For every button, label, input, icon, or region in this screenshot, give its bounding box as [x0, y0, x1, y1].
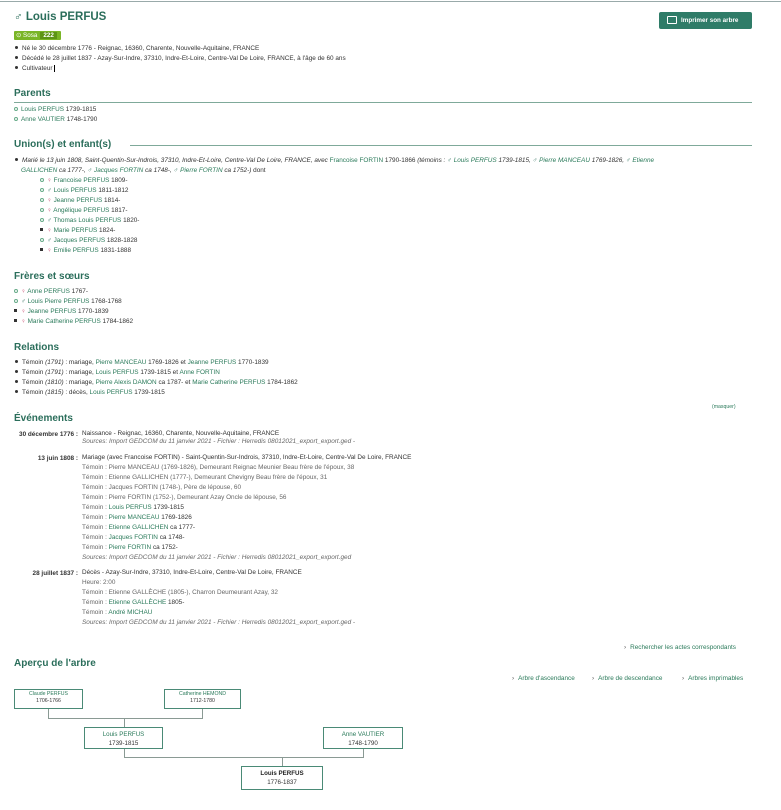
event-witness-link: Témoin : André MICHAU: [82, 609, 153, 616]
person-name: Louis PERFUS: [25, 11, 107, 23]
event-source: Sources: Import GEDCOM du 11 janvier 2021 - Fichier : Herredis 08012021_export_export.ged -: [82, 438, 356, 445]
page-title: [14, 11, 106, 23]
relation-link[interactable]: Pierre Alexis DAMON: [95, 379, 157, 386]
node-name: Claude PERFUS: [29, 691, 68, 697]
section-title-events: Événements: [14, 413, 73, 424]
event-witness-link: Témoin : Jacques FORTIN ca 1748-: [82, 534, 185, 541]
section-title-unions: Union(s) et enfant(s): [14, 139, 112, 150]
event-witness: Témoin : Jacques FORTIN (1748-), Père de lépouse, 60: [82, 484, 242, 491]
child-item[interactable]: ♀ Marie PERFUS 1824-: [40, 226, 115, 235]
event-date: 13 juin 1808 :: [37, 455, 78, 462]
node-name: Catherine HEMOND: [179, 691, 226, 697]
child-item[interactable]: ♂ Louis PERFUS 1811-1812: [40, 186, 128, 195]
event-hour: Heure: 2:00: [82, 579, 116, 586]
parent-item[interactable]: Louis PERFUS 1739-1815: [14, 105, 96, 114]
section-divider: [130, 145, 752, 146]
top-divider: [0, 1, 781, 2]
search-acts-link[interactable]: › Rechercher les actes correspondants: [624, 644, 736, 651]
print-tree-button[interactable]: [659, 12, 752, 29]
child-item[interactable]: ♀ Emilie PERFUS 1831-1888: [40, 246, 131, 255]
relation-item: Témoin (1810) : mariage, Pierre Alexis DAMON ca 1787- et Marie Catherine PERFUS 1784-1862: [14, 378, 298, 387]
section-divider: [14, 102, 752, 103]
event-date: 30 décembre 1776 :: [19, 431, 78, 438]
event-date: 28 juillet 1837 :: [32, 570, 78, 577]
sibling-item[interactable]: ♀ Anne PERFUS 1767-: [14, 287, 88, 296]
node-name: Anne VAUTIER: [341, 731, 385, 738]
tree-connector: [282, 757, 283, 766]
section-title-siblings: Frères et sœurs: [14, 271, 90, 282]
tree-connector: [124, 718, 125, 727]
relation-item: Témoin (1791) : mariage, Pierre MANCEAU 1769-1826 et Jeanne PERFUS 1770-1839: [14, 358, 269, 367]
event-witness-link: Témoin : Pierre MANCEAU 1769-1826: [82, 514, 192, 521]
male-icon: ♂: [14, 11, 23, 23]
relation-link[interactable]: Anne FORTIN: [179, 369, 220, 376]
descendance-tree-link[interactable]: › Arbre de descendance: [592, 675, 663, 682]
event-witness: Témoin : Pierre MANCEAU (1769-1826), Demeurant Reignac Meunier Beau frère de l'époux, 38: [82, 464, 355, 471]
witness-link[interactable]: Etienne GALLICHEN: [108, 524, 169, 531]
sosa-icon: ⊙: [16, 32, 22, 39]
witness-link[interactable]: Louis PERFUS: [108, 504, 152, 511]
fact-birth: Né le 30 décembre 1776 - Reignac, 16360, Charente, Nouvelle-Aquitaine, FRANCE: [14, 44, 259, 53]
event-witness: Témoin : Pierre FORTIN (1752-), Demeurant Azay Oncle de lépouse, 56: [82, 494, 287, 501]
printer-icon: [667, 16, 677, 24]
section-title-parents: Parents: [14, 88, 51, 99]
tree-node-grandfather[interactable]: [14, 689, 83, 709]
chevron-right-icon: ›: [682, 675, 685, 682]
witness-link[interactable]: Pierre FORTIN: [108, 544, 152, 551]
event-source: Sources: Import GEDCOM du 11 janvier 2021 - Fichier : Herredis 08012021_export_export.ged -: [82, 619, 356, 626]
sibling-item[interactable]: ♀ Marie Catherine PERFUS 1784-1862: [14, 317, 133, 326]
section-title-tree: Aperçu de l'arbre: [14, 658, 96, 669]
relation-link[interactable]: Louis PERFUS: [95, 369, 139, 376]
printable-trees-link[interactable]: › Arbres imprimables: [682, 675, 744, 682]
node-dates: 1712-1780: [190, 698, 215, 704]
node-dates: 1706-1766: [36, 698, 61, 704]
relation-link[interactable]: Pierre MANCEAU: [95, 359, 147, 366]
marriage-line-cont: GALLICHEN ca 1777-, ♂ Jacques FORTIN ca 1748-, ♂ Pierre FORTIN ca 1752-) dont: [21, 167, 266, 174]
node-dates: 1776-1837: [267, 779, 297, 786]
parent-item[interactable]: Anne VAUTIER 1748-1790: [14, 115, 97, 124]
spouse-link[interactable]: Francoise FORTIN: [329, 157, 384, 164]
tree-node-father[interactable]: [84, 727, 163, 749]
event-witness-link: Témoin : Etienne GALLÈCHE 1805-: [82, 599, 185, 606]
print-button-label: Imprimer son arbre: [681, 17, 739, 24]
event-text: Mariage (avec Francoise FORTIN) - Saint-Quentin-Sur-Indrois, 37310, Indre-Et-Loire, Centre-Val De Loire, FRANCE: [82, 454, 412, 461]
event-witness: Témoin : Etienne GALLICHEN (1777-), Demeurant Chevigny Beau frère de l'époux, 31: [82, 474, 328, 481]
event-witness-link: Témoin : Pierre FORTIN ca 1752-: [82, 544, 178, 551]
chevron-right-icon: ›: [592, 675, 595, 682]
relation-link[interactable]: Jeanne PERFUS: [187, 359, 237, 366]
event-text: Naissance - Reignac, 16360, Charente, Nouvelle-Aquitaine, FRANCE: [82, 430, 280, 437]
relation-item: Témoin (1815) : décès, Louis PERFUS 1739-1815: [14, 388, 165, 397]
event-witness-link: Témoin : Etienne GALLICHEN ca 1777-: [82, 524, 195, 531]
witness-link[interactable]: Jacques FORTIN: [108, 534, 158, 541]
section-title-relations: Relations: [14, 342, 60, 353]
child-item[interactable]: ♂ Jacques PERFUS 1828-1828: [40, 236, 137, 245]
event-source: Sources: Import GEDCOM du 11 janvier 2021 - Fichier : Herredis 08012021_export_export.ged: [82, 554, 352, 561]
child-item[interactable]: ♀ Francoise PERFUS 1809-: [40, 176, 127, 185]
hide-events-link[interactable]: (masquer): [712, 404, 736, 410]
event-witness-link: Témoin : Louis PERFUS 1739-1815: [82, 504, 184, 511]
witness-link[interactable]: André MICHAU: [108, 609, 153, 616]
fact-death: Décédé le 28 juillet 1837 - Azay-Sur-Indre, 37310, Indre-Et-Loire, Centre-Val De Loire, FRANCE, à l'âge de 60 ans: [14, 54, 346, 63]
event-witness: Témoin : Etienne GALLÈCHE (1805-), Charron Deumeurant Azay, 32: [82, 589, 278, 596]
child-item[interactable]: ♀ Angélique PERFUS 1817-: [40, 206, 128, 215]
sibling-item[interactable]: ♀ Jeanne PERFUS 1770-1839: [14, 307, 109, 316]
relation-item: Témoin (1791) : mariage, Louis PERFUS 1739-1815 et Anne FORTIN: [14, 368, 220, 377]
tree-node-mother[interactable]: [323, 727, 403, 749]
sosa-number: 222: [40, 32, 57, 39]
chevron-right-icon: ›: [624, 644, 627, 651]
relation-link[interactable]: Marie Catherine PERFUS: [192, 379, 266, 386]
sosa-label: Sosa: [23, 32, 38, 39]
tree-node-self[interactable]: [241, 766, 323, 790]
child-item[interactable]: ♀ Jeanne PERFUS 1814-: [40, 196, 120, 205]
node-dates: 1748-1790: [348, 740, 378, 747]
event-text: Décès - Azay-Sur-Indre, 37310, Indre-Et-Loire, Centre-Val De Loire, FRANCE: [82, 569, 302, 576]
tree-connector: [124, 757, 364, 758]
tree-node-grandmother[interactable]: [164, 689, 241, 709]
sibling-item[interactable]: ♂ Louis Pierre PERFUS 1768-1768: [14, 297, 122, 306]
fact-occupation: Cultivateur: [14, 64, 55, 73]
chevron-right-icon: ›: [512, 675, 515, 682]
node-name: Louis PERFUS: [260, 770, 304, 777]
node-name: Louis PERFUS: [102, 731, 145, 738]
sosa-badge[interactable]: [14, 31, 61, 40]
child-item[interactable]: ♂ Thomas Louis PERFUS 1820-: [40, 216, 139, 225]
witness-link[interactable]: Pierre MANCEAU: [108, 514, 160, 521]
ascendance-tree-link[interactable]: › Arbre d'ascendance: [512, 675, 575, 682]
marriage-line: Marié le 13 juin 1808, Saint-Quentin-Sur-Indrois, 37310, Indre-Et-Loire, Centre-Val De Loire, FRANCE, avec Francoise FORTIN 1790-1866 (témoins : ♂ Louis PERFUS 1739-1815, ♂ Pierre MANCEAU 1769-1826, ♂ Etienne: [14, 156, 654, 165]
tree-connector: [48, 718, 203, 719]
witness-link[interactable]: Etienne GALLÈCHE: [108, 599, 167, 606]
node-dates: 1739-1815: [108, 740, 139, 747]
relation-link[interactable]: Louis PERFUS: [89, 389, 133, 396]
